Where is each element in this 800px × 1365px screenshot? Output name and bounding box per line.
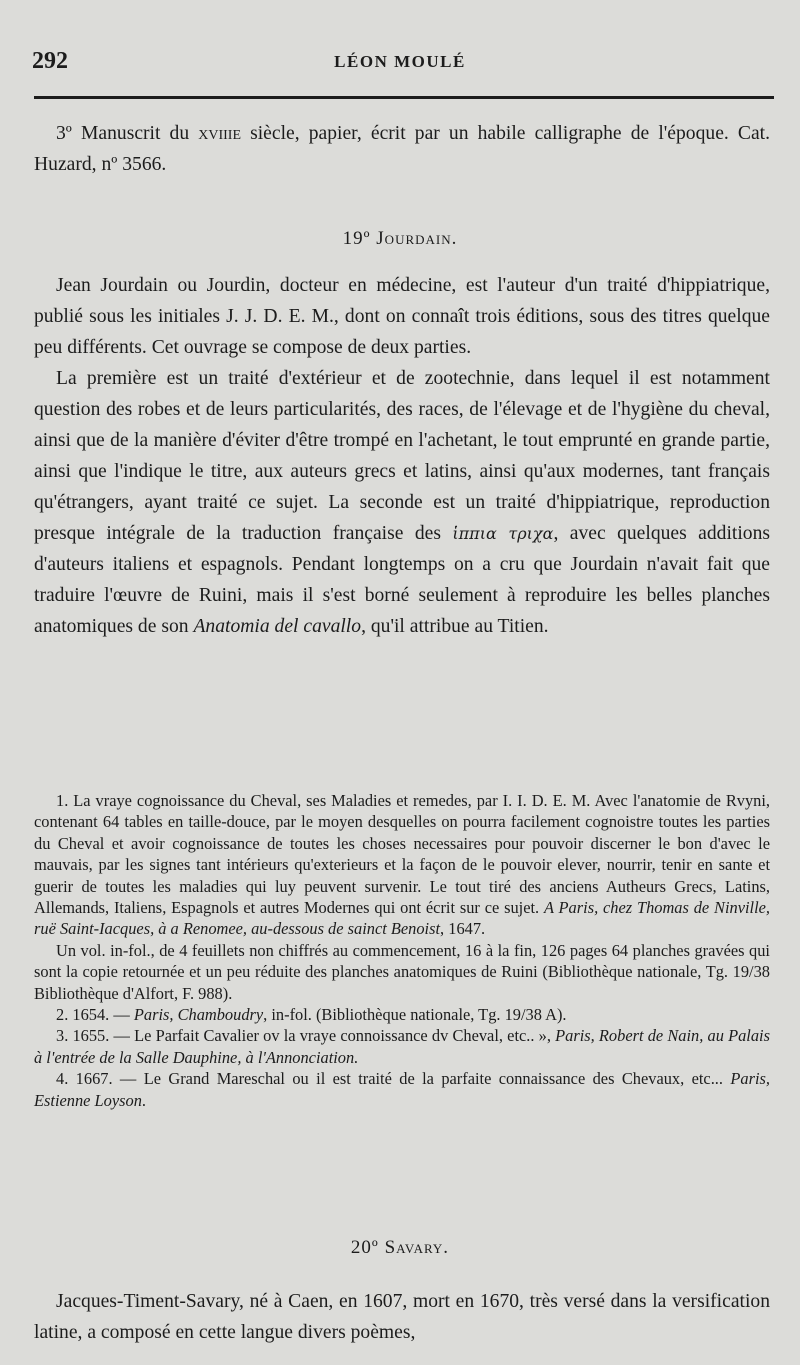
footnote [34, 1025, 770, 1068]
footnotes [34, 790, 770, 1111]
footnote [34, 790, 770, 940]
section-number: 20º [350, 1237, 379, 1258]
footnote [34, 1068, 770, 1111]
imprint: A Paris, chez Thomas de Ninville, ruë Saint-Iacques, à a Renomee, au-dessous de sainct Benoist [34, 898, 771, 939]
text-run: , avec quelques additions d'auteurs italiens et espagnols. Pendant longtemps on a cru que Jourdain n'avait fait que traduire l'œuvre de Ruini, mais il s'est borné seulement à reproduire les belles planches anatomiques de son [34, 523, 771, 637]
manuscript-paragraph [34, 118, 770, 180]
footnote-description: Un vol. in-fol., de 4 feuillets non chiffrés au commencement, 16 à la fin, 126 pages 64 planches gravées qui sont la copie retournée et un peu réduite des planches anatomiques de Ruini (Bibliothèque nationale, Tg. 19/38 Bibliothèque d'Alfort, F. 988). [34, 940, 770, 1003]
paragraph: Jean Jourdain ou Jourdin, docteur en médecine, est l'auteur d'un traité d'hippiatrique, publié sous les initiales J. J. D. E. M., dont on connaît trois éditions, sous des titres quelque peu différents. Cet ouvrage se compose de deux parties. [34, 275, 770, 358]
section-title: Jourdain. [376, 228, 458, 249]
text-run: 3. 1655. — Le Parfait Cavalier ov la vraye connoissance dv Cheval, etc.. », [56, 1026, 556, 1046]
jourdain-body [34, 270, 770, 642]
text-run: siècle, papier, écrit par un habile calligraphe de l'époque. Cat. Huzard, nº 3566. [34, 123, 771, 175]
text-run: . [141, 1090, 147, 1110]
manuscript-note [34, 118, 770, 180]
century-numeral: xviiie [198, 123, 241, 144]
page-number: 292 [32, 48, 68, 74]
text-run: , in-fol. (Bibliothèque nationale, Tg. 19/38 A). [263, 1005, 567, 1025]
text-run: , 1647. [440, 919, 486, 939]
text-run: La première est un traité d'extérieur et de zootechnie, dans lequel il est notamment question des robes et de leurs particularités, des races, de l'élevage et de l'hygiène du cheval, ainsi que de la manière d'éviter d'être trompé en l'achetant, le tout emprunté en grande partie, ainsi que l'indique le titre, aux auteurs grecs et latins, ainsi qu'aux modernes, tant français qu'étrangers, ayant traité ce sujet. La seconde est un traité d'hippiatrique, reproduction presque intégrale de la traduction française des [34, 368, 770, 544]
paragraph: Jacques-Timent-Savary, né à Caen, en 1607, mort en 1670, très versé dans la versification latine, a composé en cette langue divers poèmes, [34, 1291, 770, 1343]
section-title: Savary. [384, 1237, 450, 1258]
page-header [30, 44, 770, 84]
section-heading-jourdain [0, 228, 800, 250]
section-number: 19º [342, 228, 371, 249]
text-run: 4. 1667. — Le Grand Mareschal ou il est traité de la parfaite connaissance des Chevaux, etc... [56, 1069, 731, 1089]
imprint: Paris, Estienne Loyson [34, 1069, 770, 1110]
paragraph [34, 363, 770, 642]
book-title: Anatomia del cavallo [193, 616, 362, 637]
savary-body [34, 1286, 770, 1348]
text-run: 2. 1654. — [56, 1005, 134, 1025]
section-heading-savary [0, 1237, 800, 1259]
text-run: 1. La vraye cognoissance du Cheval, ses Maladies et remedes, par I. I. D. E. M. Avec l'anatomie de Rvyni, contenant 64 tables en taille-douce, par le moyen desquelles on pourra facilement cognoistre toutes les parties du Cheval et avoir cognoissance de toutes les choses necessaires pour pouvoir discerner le bon d'avec le mauvais, par les signes tant intérieurs qu'exterieurs et la façon de le pouvoir elever, nourrir, tenir en sante et guerir de toutes les maladies qui luy peuvent survenir. Le tout tiré des anciens Autheurs Grecs, Latins, Allemands, Italiens, Espagnols et autres Modernes qui ont écrit sur ce sujet. [34, 791, 770, 918]
text-run: 3º Manuscrit du [56, 123, 199, 144]
text-run: , qu'il attribue au Titien. [361, 616, 549, 637]
header-rule [34, 96, 774, 99]
imprint: Paris, Robert de Nain, au Palais à l'entrée de la Salle Dauphine, à l'Annonciation. [34, 1026, 770, 1067]
running-title: LÉON MOULÉ [334, 52, 466, 71]
imprint: Paris, Chamboudry [133, 1005, 264, 1025]
greek-title: ἱππια τριχα [452, 524, 554, 543]
footnote [34, 1004, 770, 1025]
